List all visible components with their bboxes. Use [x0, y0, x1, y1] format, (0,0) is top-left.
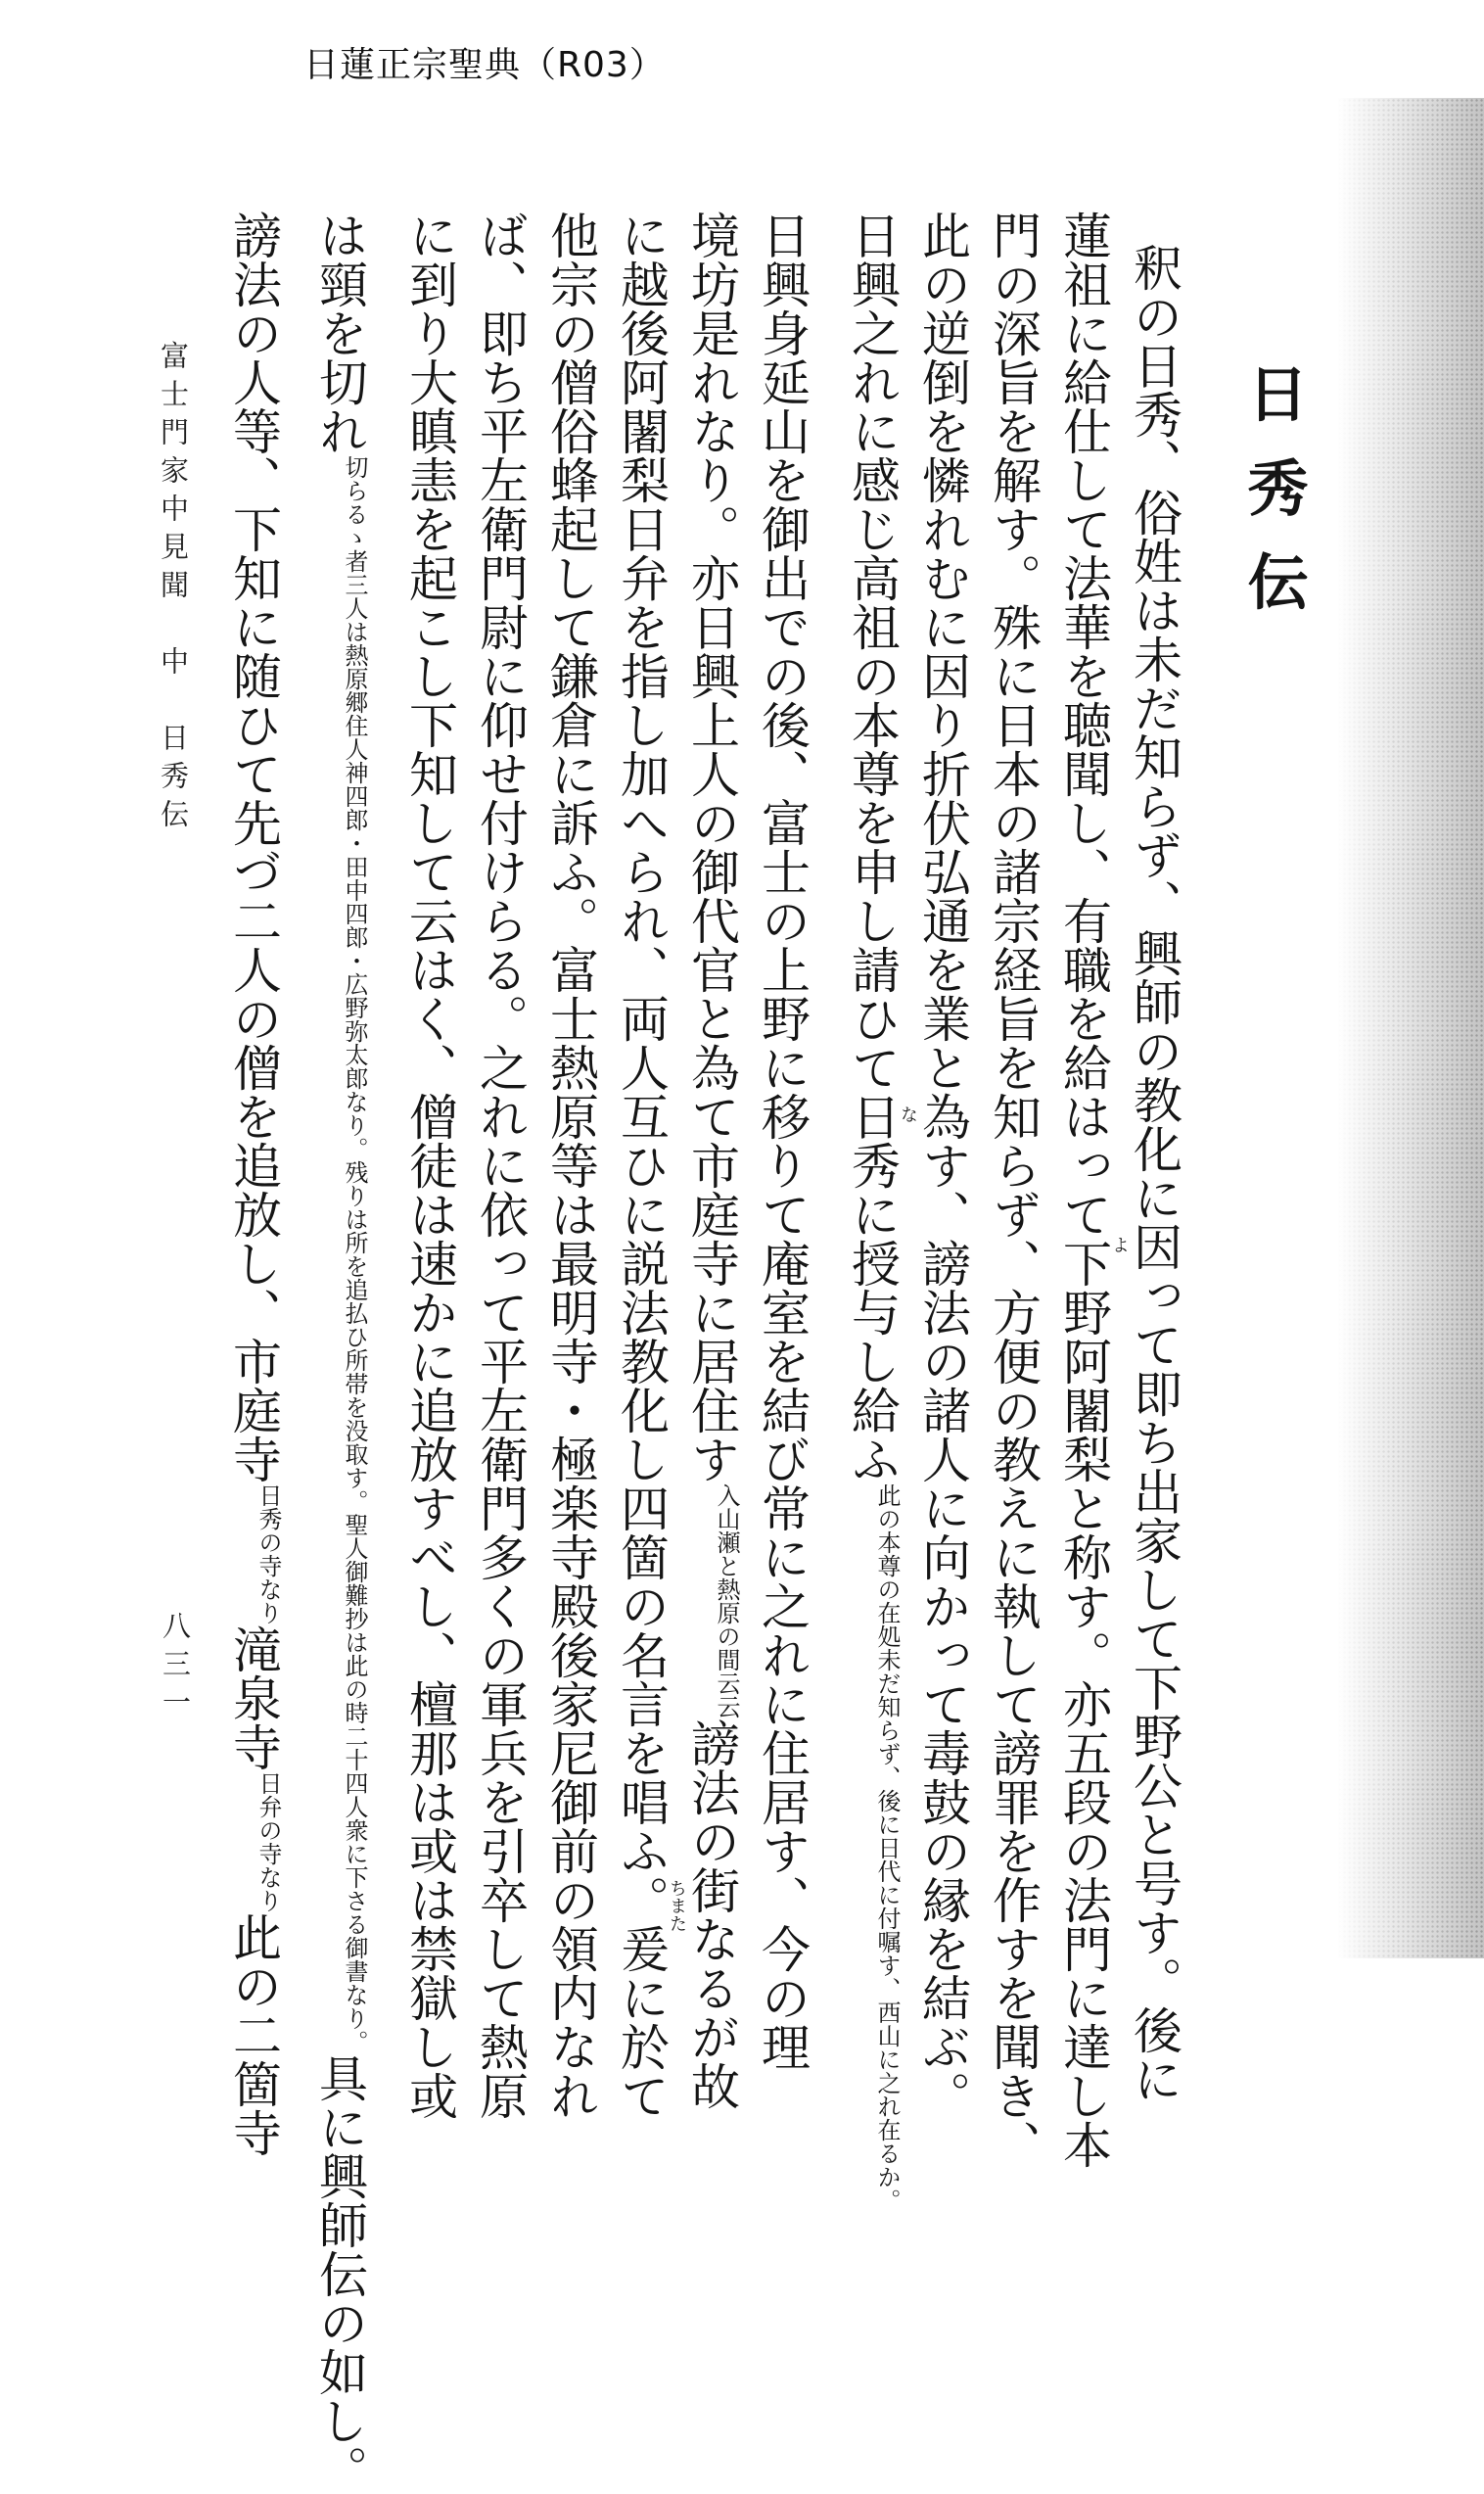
ruby-base: 因 — [1126, 1222, 1183, 1271]
annotation-note-right: 日弁の — [255, 1771, 282, 1842]
scan-edge-texture — [1337, 98, 1484, 1958]
annotation-note-right: 切らるゝ者三人は熱原郷住人神四郎・田中四郎・広野弥太郎なり。残りは所 — [341, 455, 368, 1254]
column-text: 此の逆倒を憐れむに因り折伏弘通を業と — [914, 211, 971, 1092]
ruby-word — [898, 1092, 971, 1141]
column-text: 蓮祖に給仕して法華を聴聞し、有職を給はって下野阿闍梨と称す。亦五段の法門に達し本 — [1055, 211, 1112, 2169]
section-title: 日秀伝 — [1237, 362, 1309, 644]
source-footer: 富士門家中見聞 中 日秀伝 — [157, 341, 190, 837]
annotation-note-left: 代に付嘱す、西山に之れ在るか。 — [873, 1859, 901, 2212]
column-text: 日興之れに感じ高祖の本尊を申し請ひて日秀に授与し給ふ — [844, 211, 901, 1483]
column-text: 此の二箇寺 — [225, 1912, 282, 2157]
annotation-note-left: 寺なり — [255, 1554, 282, 1624]
text-column-5 — [844, 211, 901, 2212]
annotation-note-right: 日秀の — [255, 1483, 282, 1554]
text-column-7 — [667, 211, 740, 2110]
text-column-4 — [898, 211, 971, 2120]
column-text: は頸を切れ — [311, 211, 368, 455]
text-column-1 — [1109, 243, 1183, 2103]
annotation-note-left: 原の間云云 — [713, 1601, 740, 1718]
annotation-note-right: 入山瀬と熱 — [713, 1483, 740, 1601]
furigana: な — [898, 1106, 918, 1123]
column-text: 他宗の僧俗蜂起して鎌倉に訴ふ。富士熱原等は最明寺・極楽寺殿後家尼御前の領内なれ — [542, 211, 599, 2120]
ruby-word — [1109, 1222, 1183, 1271]
annotation-note-left: を追払ひ所帯を没取す。聖人御難抄は此の時二十四人衆に下さる御書なり。 — [341, 1254, 368, 2053]
text-column-10 — [472, 211, 529, 2120]
column-text: ば、即ち平左衛門尉に仰せ付けらる。之れに依って平左衛門多くの軍兵を引卒して熱原 — [472, 211, 529, 2120]
text-column-12 — [311, 211, 368, 2494]
column-text: って即ち出家して下野公と号す。後に — [1126, 1271, 1183, 2103]
column-text: す、謗法の諸人に向かって毒鼓の縁を結ぶ。 — [914, 1141, 971, 2120]
column-text: 日興身延山を御出での後、富士の上野に移りて庵室を結び常に之れに住居す、今の理 — [754, 211, 811, 2071]
annotation-note-left: 寺なり — [255, 1842, 282, 1912]
column-text: 謗法の — [683, 1718, 740, 1865]
text-column-9 — [542, 211, 599, 2120]
column-text: 具に興師伝の如し。 — [311, 2053, 368, 2494]
column-text: 釈の日秀、俗姓は未だ知らず、興師の教化に — [1126, 243, 1183, 1222]
furigana: よ — [1109, 1236, 1130, 1253]
text-column-3 — [985, 211, 1042, 2169]
annotation-note-right: 此の本尊の在処未だ知らず、後に日 — [873, 1483, 901, 1859]
document-header: 日蓮正宗聖典（R03） — [303, 45, 666, 85]
page-number: 八三一 — [159, 1611, 192, 1725]
ruby-word — [667, 1865, 740, 1932]
column-text: に到り大瞋恚を起こし下知して云はく、僧徒は速かに追放すべし、檀那は或は禁獄し或 — [401, 211, 458, 2120]
text-column-13 — [225, 211, 282, 2157]
text-column-2 — [1055, 211, 1112, 2169]
column-text: 滝泉寺 — [225, 1624, 282, 1771]
ruby-base: 為 — [914, 1092, 971, 1141]
column-text: 門の深旨を解す。殊に日本の諸宗経旨を知らず、方便の教えに執して謗罪を作すを聞き、 — [985, 211, 1042, 2169]
ruby-base: 街 — [683, 1865, 740, 1914]
column-text: 謗法の人等、下知に随ひて先づ二人の僧を追放し、市庭寺 — [225, 211, 282, 1483]
column-text: 境坊是れなり。亦日興上人の御代官と為て市庭寺に居住す — [683, 211, 740, 1483]
column-text: に越後阿闍梨日弁を指し加へられ、両人互ひに説法教化し四箇の名言を唱ふ。爰に於て — [613, 211, 670, 2120]
text-column-6 — [754, 211, 811, 2071]
text-column-8 — [613, 211, 670, 2120]
furigana: ちまた — [667, 1879, 687, 1932]
text-column-11 — [401, 211, 458, 2120]
column-text: なるが故 — [683, 1914, 740, 2110]
